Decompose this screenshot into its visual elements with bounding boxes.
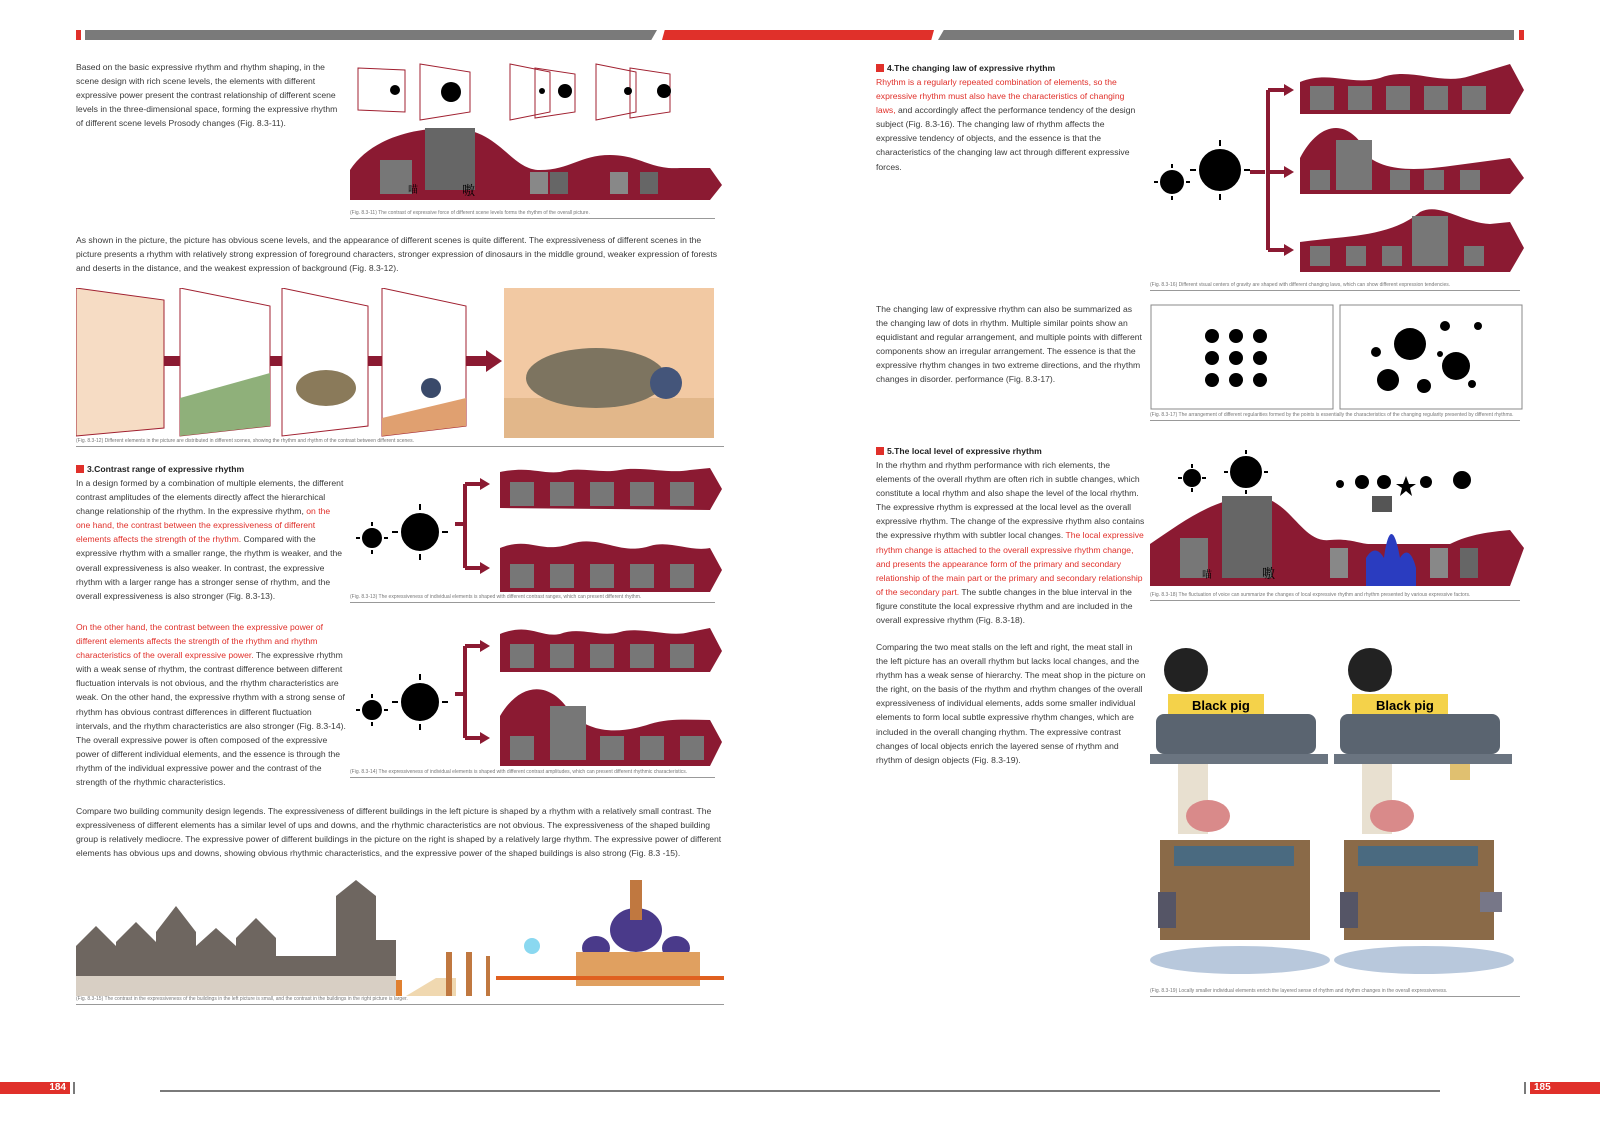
figure-8-3-14 bbox=[350, 624, 722, 794]
stall-sign: Black pig bbox=[1192, 698, 1250, 713]
figure-8-3-17 bbox=[1150, 304, 1524, 432]
figure-8-3-13 bbox=[350, 464, 722, 604]
intro-paragraph: Based on the basic expressive rhythm and rhythm shaping, in the scene design with rich scene levels, the elements with different expressive power present the contrast relationship of different scene levels in the three-dimensional space, forming the expressive rhythm of different scene levels Prosody changes (Fig. 8.3-11). bbox=[76, 62, 338, 129]
footer-marker-left bbox=[73, 1082, 75, 1094]
scene-levels-diagram bbox=[350, 60, 722, 210]
top-bar-left bbox=[85, 30, 657, 40]
top-bar-right bbox=[938, 30, 1514, 40]
changing-law-diagram bbox=[1150, 62, 1524, 282]
figure-caption: (Fig. 8.3-12) Different elements in the picture are distributed in different scenes, showing the rhythm and rhythm of the contrast between different scenes. bbox=[76, 438, 724, 447]
figure-caption: (Fig. 8.3-13) The expressiveness of individual elements is shaped with different contrast ranges, which can present different rhythm. bbox=[350, 594, 715, 603]
paragraph-scene-levels: As shown in the picture, the picture has obvious scene levels, and the appearance of different scenes is quite different. The expressiveness of different scenes in the picture presents a rhythm with relatively strong expression of foreground characters, stronger expression of dinosaurs in the middle ground, weaker expression of forests and deserts in the distance, and the weakest expression of background (Fig. 8.3-12). bbox=[76, 235, 718, 274]
meow-char: 喵 bbox=[408, 185, 418, 196]
section-3-heading: 3.Contrast range of expressive rhythm bbox=[76, 464, 244, 474]
figure-caption: (Fig. 8.3-14) The expressiveness of individual elements is shaped with different contrast amplitudes, which can present different rhythmic characteristics. bbox=[350, 769, 715, 778]
top-bar-left-accent bbox=[76, 30, 81, 40]
dot-arrangement-diagram bbox=[1150, 304, 1524, 410]
paragraph-meat-stall: Comparing the two meat stalls on the left and right, the meat stall in the left picture has an overall rhythm but lacks local changes, and the rhythm has a weak sense of hierarchy. The meat shop in the picture on the right, on the basis of the rhythm and rhythm changes of the overall expressiveness of individual elements, adds some smaller individual elements to form local subtle expressive rhythm changes, which are included in the overall changing rhythm. The expressive contrast changes of local objects enrich the layered sense of rhythm and rhythm of design objects (Fig. 8.3-19). bbox=[876, 642, 1146, 765]
figure-caption: (Fig. 8.3-15) The contrast in the expressiveness of the buildings in the left picture is small, and the contrast in the buildings in the right picture is larger. bbox=[76, 996, 724, 1005]
paragraph-dots: The changing law of expressive rhythm can also be summarized as the changing law of dots in rhythm. Multiple similar points show an equidistant and regular arrangement, and multiple points with different components show an irregular arrangement. The essence is that the expressive rhythm changes in two extreme directions, and the rhythm changes in disorder. performance (Fig. 8.3-17). bbox=[876, 304, 1142, 385]
local-rhythm-diagram bbox=[1150, 448, 1524, 592]
figure-8-3-15 bbox=[76, 876, 724, 1008]
figure-caption: (Fig. 8.3-16) Different visual centers of gravity are shaped with different changing laws, which can show different expression tendencies. bbox=[1150, 282, 1520, 291]
paragraph-buildings: Compare two building community design legends. The expressiveness of different buildings in the left picture is shaped by a rhythm with a relatively small contrast. The expressiveness of different elements has a similar level of ups and downs, and the rhythmic characteristics are not obvious. The expressiveness of the shaped building group is relatively mediocre. The expressive power of different buildings in the picture on the right is shaped by a relatively large rhythm. The expressive power of different elements has obvious ups and downs, showing obvious rhythmic characteristics, and the expressive power of the shaped buildings is also strong (Fig. 8.3 -15). bbox=[76, 806, 722, 859]
heading-marker bbox=[76, 465, 84, 473]
footer-marker-right bbox=[1524, 1082, 1526, 1094]
heading-marker bbox=[876, 447, 884, 455]
heading-marker bbox=[876, 64, 884, 72]
top-bar-center-accent bbox=[662, 30, 934, 40]
figure-8-3-18 bbox=[1150, 448, 1524, 606]
figure-8-3-19 bbox=[1150, 642, 1524, 1000]
scene-depth-diagram bbox=[76, 288, 724, 438]
section-4-paragraph: Rhythm is a regularly repeated combination of elements, so the expressive rhythm must also have the characteristics of changing laws, and accordingly affect the performance tendency of the design subject (Fig. 8.3-16). The changing law of rhythm affects the expressive tendency of objects, and the essence is that the characteristics of the changing law act through different expressive forces. bbox=[876, 77, 1136, 172]
figure-caption: (Fig. 8.3-18) The fluctuation of voice can summarize the changes of local expressive rhythm and rhythm presented by various expressive factors. bbox=[1150, 592, 1520, 601]
building-comparison bbox=[76, 876, 724, 996]
section-5-heading: 5.The local level of expressive rhythm bbox=[876, 446, 1042, 456]
contrast-amplitude-diagram bbox=[350, 624, 722, 769]
meat-stall-comparison bbox=[1150, 642, 1524, 988]
contrast-range-diagram bbox=[350, 464, 722, 594]
meat-stall-left bbox=[1150, 648, 1330, 974]
meat-stall-right bbox=[1334, 648, 1514, 974]
top-bar-right-accent bbox=[1519, 30, 1524, 40]
section-3-paragraph-2: On the other hand, the contrast between the expressive power of different elements affects the strength of the rhythm and rhythm characteristics of the overall expressive power. The expressive rhythm with a weak sense of rhythm, the contrast difference between different fluctuation intervals is not obvious, and the rhythm characteristics are weak. On the other hand, the expressive rhythm with a strong sense of rhythm has obvious contrast differences in different fluctuation intervals, and the rhythm characteristics are also stronger (Fig. 8.3-14). The overall expressive power is often composed of the expressive power of different individual elements, and the essence is through the rhythm of the individual expressive power and the contrast of the strength of the rhythmic characteristics. bbox=[76, 622, 346, 788]
figure-caption: (Fig. 8.3-17) The arrangement of different regularities formed by the points is essentially the characteristics of the changing regularity presented by different rhythms. bbox=[1150, 412, 1520, 421]
page-number-left: 184 bbox=[0, 1082, 70, 1094]
figure-caption: (Fig. 8.3-19) Locally smaller individual elements enrich the layered sense of rhythm and rhythm changes in the overall expressiveness. bbox=[1150, 988, 1520, 997]
section-3-paragraph: In a design formed by a combination of multiple elements, the different contrast amplitudes of the elements directly affect the hierarchical change relationship of the rhythm. In the expressive rhythm, on the one hand, the contrast between the expressiveness of different elements affects the strength of the rhythm. Compared with the expressive rhythm with a smaller range, the rhythm is weaker, and the overall expressiveness is also weaker. In contrast, the expressive rhythm with a larger range has a stronger sense of rhythm, and the overall expressiveness is also stronger (Fig. 8.3-13). bbox=[76, 478, 344, 601]
roar-char: 嗷 bbox=[462, 183, 476, 198]
roar-char: 嗷 bbox=[1262, 566, 1276, 581]
figure-caption: (Fig. 8.3-11) The contrast of expressive force of different scene levels forms the rhythm of the overall picture. bbox=[350, 210, 715, 219]
page-number-right: 185 bbox=[1530, 1082, 1600, 1094]
meow-char: 喵 bbox=[1202, 570, 1212, 581]
figure-8-3-11 bbox=[350, 60, 722, 220]
section-4-heading: 4.The changing law of expressive rhythm bbox=[876, 63, 1055, 73]
section-5-paragraph: In the rhythm and rhythm performance with rich elements, the elements of the overall rhythm are often rich in subtle changes, which constitute a local rhythm and also shape the level of the local rhythm. The expressive rhythm is expressed at the local level as the overall expressive rhythm. The change of the expressive rhythm also contains the expressive rhythm with subtler local changes. The local expressive rhythm change is attached to the overall expressive rhythm change, and presents the appearance form of the primary and secondary relationship of the main part or the primary and secondary relationship of the secondary part. The subtle changes in the blue interval in the figure constitute the local expressive rhythm and are included in the overall expressive rhythm (Fig. 8.3-18). bbox=[876, 460, 1145, 626]
footer-rule bbox=[160, 1090, 1440, 1092]
figure-8-3-12 bbox=[76, 288, 724, 450]
figure-8-3-16 bbox=[1150, 62, 1524, 290]
stall-sign: Black pig bbox=[1376, 698, 1434, 713]
